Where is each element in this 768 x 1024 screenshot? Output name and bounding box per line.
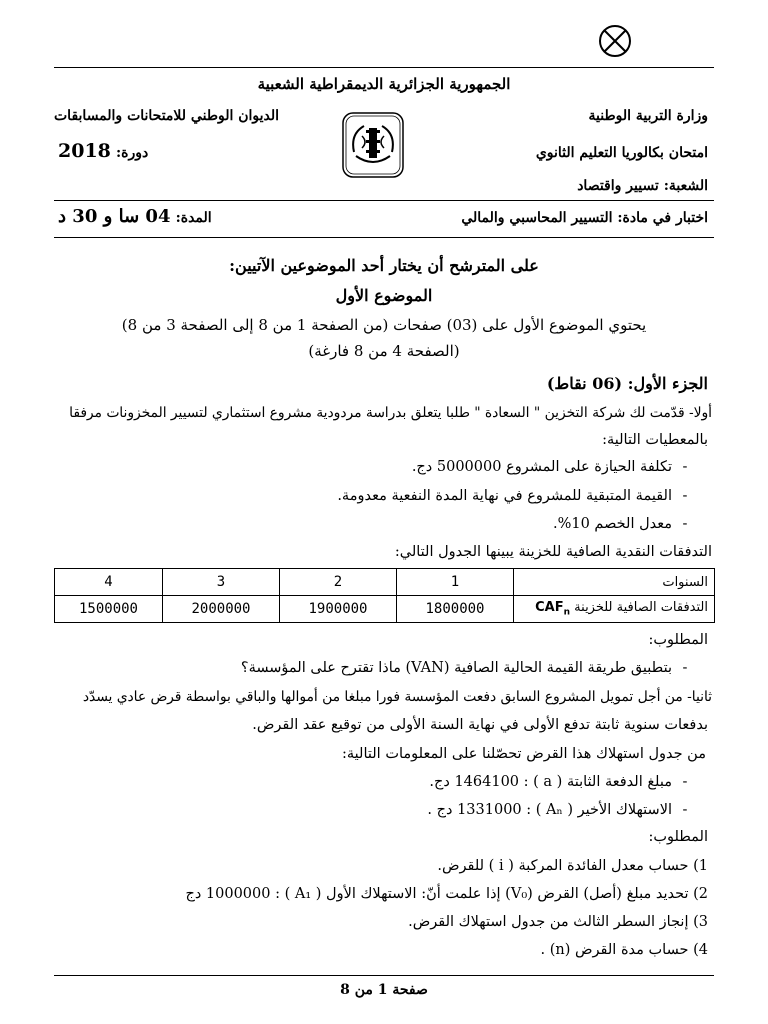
ministry-label: وزارة التربية الوطنية (588, 108, 708, 124)
topic-title: الموضوع الأول (335, 286, 433, 305)
footer-rule (54, 975, 714, 976)
required-label: المطلوب: (648, 632, 708, 648)
header-rule-1 (54, 200, 714, 201)
table-intro: التدفقات النقدية الصافية للخزينة يبينها الجدول التالي: (394, 544, 712, 560)
table-header-cell: 1 (397, 569, 514, 596)
first-paragraph-line1: أولا- قدّمت لك شركة التخزين " السعادة " طلبا يتعلق بدراسة مردودية مشروع استثماري لتسيير المخزونات مرفقا (69, 405, 712, 421)
exam-label: امتحان بكالوريا التعليم الثانوي (535, 145, 708, 161)
top-rule (54, 67, 714, 68)
bullet-item: -القيمة المتبقية للمشروع في نهاية المدة النفعية معدومة. (337, 488, 688, 504)
table-header-cell: 2 (280, 569, 397, 596)
duration-value: 04 سا و 30 د (58, 206, 171, 227)
question-item: 3) إنجاز السطر الثالث من جدول استهلاك القرض. (408, 914, 708, 930)
page-number: صفحة 1 من 8 (340, 982, 428, 998)
header-rule-2 (54, 237, 714, 238)
subject-label: اختبار في مادة: التسيير المحاسبي والمالي (461, 210, 708, 226)
session-year: 2018 (58, 140, 111, 162)
session (58, 140, 148, 162)
session-label: دورة: (115, 145, 149, 161)
office-label: الديوان الوطني للامتحانات والمسابقات (54, 108, 280, 124)
loan-intro: من جدول استهلاك هذا القرض تحصّلنا على المعلومات التالية: (342, 746, 706, 762)
table-header-cell: 3 (163, 569, 280, 596)
republic-title: الجمهورية الجزائرية الديمقراطية الشعبية (257, 75, 511, 93)
loan-info-item: -مبلغ الدفعة الثابتة ( a ) : 1464100 دج. (429, 774, 688, 790)
loan-info-item: -الاستهلاك الأخير ( Aₙ ) : 1331000 دج . (427, 802, 688, 818)
table-cell: 2000000 (163, 596, 280, 623)
blank-page-note: (الصفحة 4 من 8 فارغة) (308, 342, 460, 360)
ministry-logo (342, 112, 404, 178)
question-item: 2) تحديد مبلغ (أصل) القرض (V₀) إذا علمت أنّ: الاستهلاك الأول ( A₁ ) : 1000000 دج (185, 886, 708, 902)
question-van: -بتطبيق طريقة القيمة الحالية الصافية (VAN) ماذا تقترح على المؤسسة؟ (240, 660, 688, 676)
circle-x-icon (598, 24, 632, 58)
duration-label: المدة: (175, 210, 212, 226)
first-paragraph-line2: بالمعطيات التالية: (602, 432, 708, 448)
duration (58, 206, 212, 227)
question-item: 1) حساب معدل الفائدة المركبة ( i ) للقرض. (437, 858, 708, 874)
table-row-label: التدفقات الصافية للخزينة $CAF_n$ (514, 596, 715, 623)
table-row (55, 596, 715, 623)
choose-instruction: على المترشح أن يختار أحد الموضوعين الآتيين: (229, 256, 539, 275)
table-cell: 1900000 (280, 596, 397, 623)
table-row (55, 569, 715, 596)
second-paragraph-line2: بدفعات سنوية ثابتة تدفع الأولى في نهاية السنة الأولى من توقيع عقد القرض. (252, 717, 708, 733)
branch-label: الشعبة: تسيير واقتصاد (577, 178, 708, 194)
bullet-item: -تكلفة الحيازة على المشروع 5000000 دج. (411, 459, 688, 475)
part1-title: الجزء الأول: (06 نقاط) (546, 374, 708, 393)
question-item: 4) حساب مدة القرض (n) . (540, 942, 708, 958)
table-cell: 1800000 (397, 596, 514, 623)
table-cell: 1500000 (55, 596, 163, 623)
pages-note: يحتوي الموضوع الأول على (03) صفحات (من الصفحة 1 من 8 إلى الصفحة 3 من 8) (121, 316, 647, 334)
bullet-item: -معدل الخصم 10%. (552, 516, 688, 532)
table-header-cell: السنوات (514, 569, 715, 596)
cash-flows-table (54, 568, 715, 623)
second-paragraph-line1: ثانيا- من أجل تمويل المشروع السابق دفعت المؤسسة فورا مبلغا من أموالها والباقي بواسطة قرض عادي يسدّد (82, 689, 712, 705)
table-header-cell: 4 (55, 569, 163, 596)
required-label: المطلوب: (648, 829, 708, 845)
